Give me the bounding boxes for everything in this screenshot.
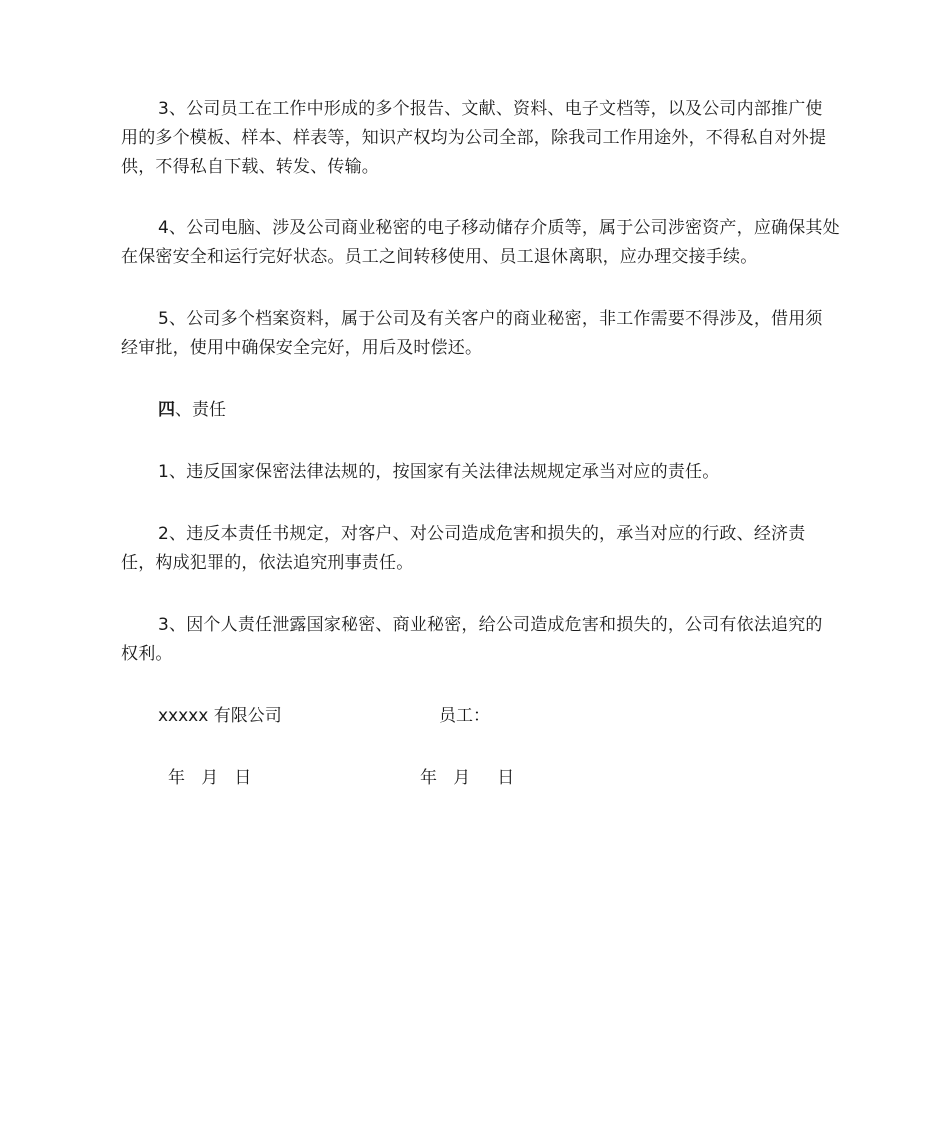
clause-4-paragraph: 4、公司电脑、涉及公司商业秘密的电子移动储存介质等，属于公司涉密资产，应确保其处在保密安全和运行完好状态。员工之间转移使用、员工退休离职，应办理交接手续。	[121, 218, 840, 267]
section-4-number: 四	[158, 400, 175, 420]
signature-employee: 员工：	[439, 706, 490, 726]
signature-date-company: 年 月 日	[168, 768, 252, 788]
responsibility-2-paragraph: 2、违反本责任书规定，对客户、对公司造成危害和损失的，承当对应的行政、经济责任，构成犯罪的，依法追究刑事责任。	[121, 524, 806, 573]
responsibility-1-paragraph: 1、违反国家保密法律法规的，按国家有关法律法规规定承当对应的责任。	[158, 462, 720, 482]
section-4-heading	[158, 396, 226, 425]
responsibility-3-paragraph: 3、因个人责任泄露国家秘密、商业秘密，给公司造成危害和损失的，公司有依法追究的权利。	[121, 615, 823, 664]
signature-company: xxxxx 有限公司	[158, 706, 282, 726]
section-4-title: 、责任	[175, 400, 226, 420]
clause-3-paragraph: 3、公司员工在工作中形成的多个报告、文献、资料、电子文档等，以及公司内部推广使用的多个模板、样本、样表等，知识产权均为公司全部，除我司工作用途外，不得私自对外提供，不得私自下载、转发、传输。	[121, 99, 827, 177]
signature-date-employee: 年 月 日	[420, 768, 515, 788]
clause-5-paragraph: 5、公司多个档案资料，属于公司及有关客户的商业秘密，非工作需要不得涉及，借用须经审批，使用中确保安全完好，用后及时偿还。	[121, 309, 823, 358]
